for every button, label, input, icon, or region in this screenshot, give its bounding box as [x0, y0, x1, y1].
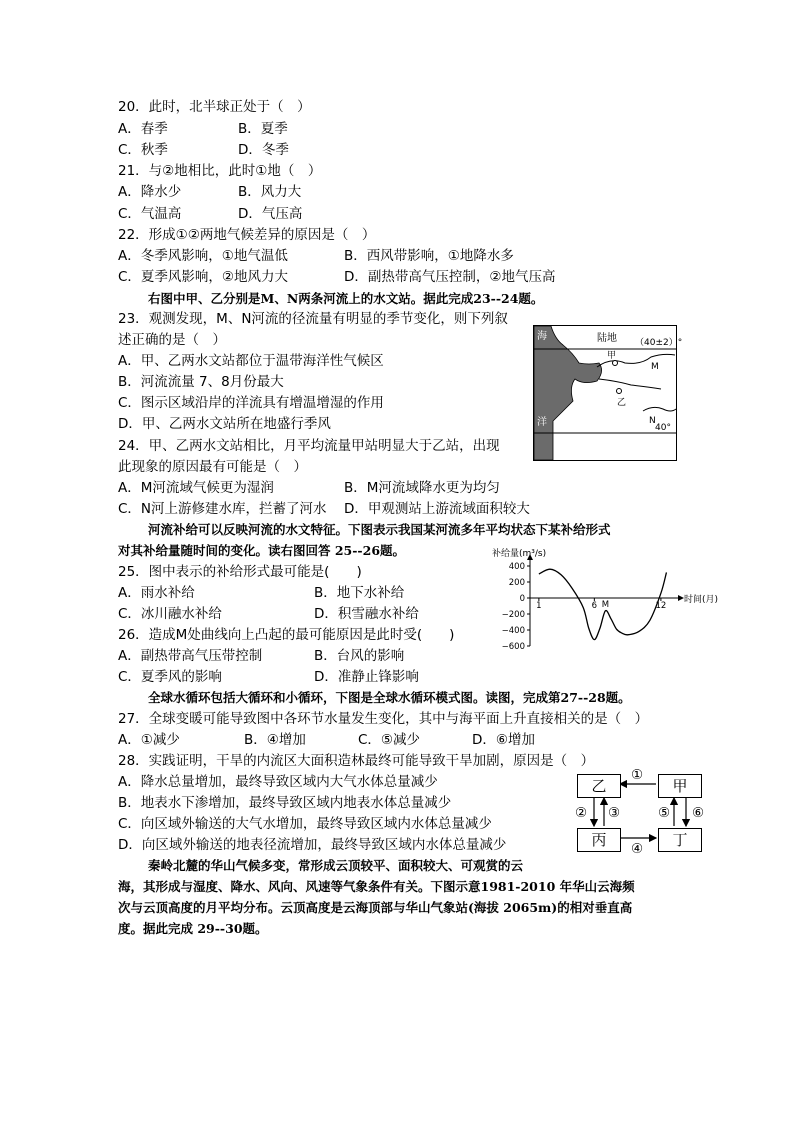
- q24-option-d: D．甲观测站上游流域面积较大: [344, 501, 530, 517]
- q22-option-a: A．冬季风影响，①地气温低: [118, 248, 288, 264]
- node-yi: 乙: [577, 774, 621, 798]
- q22-option-d: D．副热带高气压控制，②地气压高: [344, 269, 556, 285]
- q23-stem-line1: 23．观测发现，M、N河流的径流量有明显的季节变化，则下列叙: [118, 311, 508, 327]
- label-1: ①: [631, 767, 644, 783]
- river-n-label: N: [649, 416, 656, 426]
- intro-23-24: 右图中甲、乙分别是M、N两条河流上的水文站。据此完成23--24题。: [148, 291, 544, 306]
- label-3: ③: [608, 805, 621, 821]
- q25-option-b: B．地下水补给: [314, 585, 405, 601]
- intro-27-28: 全球水循环包括大循环和小循环，下图是全球水循环模式图。读图，完成第27--28题。: [148, 690, 631, 705]
- q22-option-b: B．西风带影响，①地降水多: [344, 248, 514, 264]
- q21-stem: 21．与②地相比，此时①地（ ）: [118, 163, 322, 179]
- intro-25-26-line2: 对其补给量随时间的变化。读右图回答 25--26题。: [118, 543, 406, 558]
- q24-option-a: A．M河流域气候更为湿润: [118, 480, 274, 496]
- sea-label-top: 海: [537, 331, 547, 342]
- q23-option-d: D．甲、乙两水文站所在地盛行季风: [118, 416, 331, 432]
- q26-option-b: B．台风的影响: [314, 648, 405, 664]
- q20-option-c: C．秋季: [118, 142, 168, 158]
- x-tick-label: 6: [591, 601, 598, 611]
- q20-option-b: B．夏季: [238, 121, 288, 137]
- y-tick-label: 400: [508, 562, 525, 572]
- q21-option-b: B．风力大: [238, 184, 302, 200]
- q26-option-a: A．副热带高气压带控制: [118, 648, 263, 664]
- q27-option-d: D．⑥增加: [472, 732, 535, 748]
- y-tick-label: 0: [519, 594, 525, 604]
- y-tick-label: −400: [501, 626, 525, 636]
- q24-stem-line2: 此现象的原因最有可能是（ ）: [118, 459, 307, 475]
- label-6: ⑥: [692, 805, 705, 821]
- q25-option-a: A．雨水补给: [118, 585, 195, 601]
- q25-option-d: D．积雪融水补给: [314, 606, 419, 622]
- q24-stem-line1: 24．甲、乙两水文站相比，月平均流量甲站明显大于乙站，出现: [118, 438, 500, 454]
- land-label: 陆地: [597, 333, 617, 344]
- q26-stem: 26．造成M处曲线向上凸起的最可能原因是此时受( ): [118, 627, 455, 643]
- intro-29-30-line3: 次与云顶高度的月平均分布。云顶高度是云海顶部与华山气象站(海拔 2065m)的相对垂直高: [118, 900, 633, 915]
- q25-stem: 25．图中表示的补给形式最可能是( ): [118, 564, 362, 580]
- q20-stem: 20．此时，北半球正处于（ ）: [118, 99, 311, 115]
- q24-option-c: C．N河上游修建水库，拦蓄了河水: [118, 501, 327, 517]
- q20-option-a: A．春季: [118, 121, 168, 137]
- q23-option-b: B．河流流量 7、8月份最大: [118, 374, 284, 390]
- q21-option-d: D．气压高: [238, 206, 303, 222]
- intro-29-30-line2: 海，其形成与湿度、降水、风向、风速等气象条件有关。下图示意1981-2010 年华山云海频: [118, 879, 635, 894]
- recharge-chart: [490, 546, 719, 654]
- q20-option-d: D．冬季: [238, 142, 289, 158]
- label-5: ⑤: [658, 805, 671, 821]
- station-yi-dot: [617, 389, 622, 394]
- q26-option-d: D．准静止锋影响: [314, 669, 419, 685]
- q21-option-c: C．气温高: [118, 206, 182, 222]
- lat-label: （40±2）°: [635, 338, 683, 348]
- label-2: ②: [575, 805, 588, 821]
- intro-29-30-line1: 秦岭北麓的华山气候多变，常形成云顶较平、面积较大、可观赏的云: [148, 858, 524, 873]
- x-axis-label: 时间(月): [684, 595, 719, 605]
- node-bing: 丙: [577, 828, 621, 852]
- q27-stem: 27．全球变暖可能导致图中各环节水量发生变化，其中与海平面上升直接相关的是（ ）: [118, 711, 649, 727]
- node-ding: 丁: [658, 828, 702, 852]
- intro-25-26-line1: 河流补给可以反映河流的水文特征。下图表示我国某河流多年平均状态下某补给形式: [148, 522, 611, 537]
- q27-option-b: B．④增加: [244, 732, 306, 748]
- station-jia-dot: [613, 361, 618, 366]
- sea-label-bottom: 洋: [537, 417, 547, 428]
- label-4: ④: [631, 841, 644, 857]
- y-axis-label: 补给量(m³/s): [492, 549, 547, 559]
- q22-option-c: C．夏季风影响，②地风力大: [118, 269, 289, 285]
- x-tick-label: 1: [536, 601, 542, 611]
- q23-stem-line2: 述正确的是（ ）: [118, 332, 226, 348]
- y-tick-label: −600: [501, 642, 525, 652]
- q25-option-c: C．冰川融水补给: [118, 606, 222, 622]
- lat-40-label: 40°: [655, 423, 671, 433]
- q27-option-c: C．⑤减少: [358, 732, 421, 748]
- annotation-m: M: [601, 599, 610, 610]
- river-m-label: M: [651, 362, 659, 372]
- q22-stem: 22．形成①②两地气候差异的原因是（ ）: [118, 227, 376, 243]
- station-jia-label: 甲: [607, 351, 617, 361]
- q28-option-a: A．降水总量增加，最终导致区域内大气水体总量减少: [118, 774, 438, 790]
- q21-option-a: A．降水少: [118, 184, 182, 200]
- q28-stem: 28．实践证明，干旱的内流区大面积造林最终可能导致干旱加剧，原因是（ ）: [118, 753, 595, 769]
- q23-option-a: A．甲、乙两水文站都位于温带海洋性气候区: [118, 353, 384, 369]
- q23-option-c: C．图示区域沿岸的洋流具有增温增湿的作用: [118, 395, 384, 411]
- x-tick-label: 12: [655, 601, 667, 611]
- q27-option-a: A．①减少: [118, 732, 180, 748]
- station-yi-label: 乙: [617, 398, 627, 408]
- y-tick-label: −200: [501, 610, 525, 620]
- intro-29-30-line4: 度。据此完成 29--30题。: [118, 921, 268, 936]
- q28-option-b: B．地表水下渗增加，最终导致区域内地表水体总量减少: [118, 795, 452, 811]
- q28-option-c: C．向区域外输送的大气水增加，最终导致区域内水体总量减少: [118, 816, 492, 832]
- river-map: [533, 325, 683, 461]
- q26-option-c: C．夏季风的影响: [118, 669, 222, 685]
- node-jia: 甲: [658, 774, 702, 798]
- q28-option-d: D．向区域外输送的地表径流增加，最终导致区域内水体总量减少: [118, 837, 507, 853]
- q24-option-b: B．M河流域降水更为均匀: [344, 480, 500, 496]
- y-tick-label: 200: [508, 578, 525, 588]
